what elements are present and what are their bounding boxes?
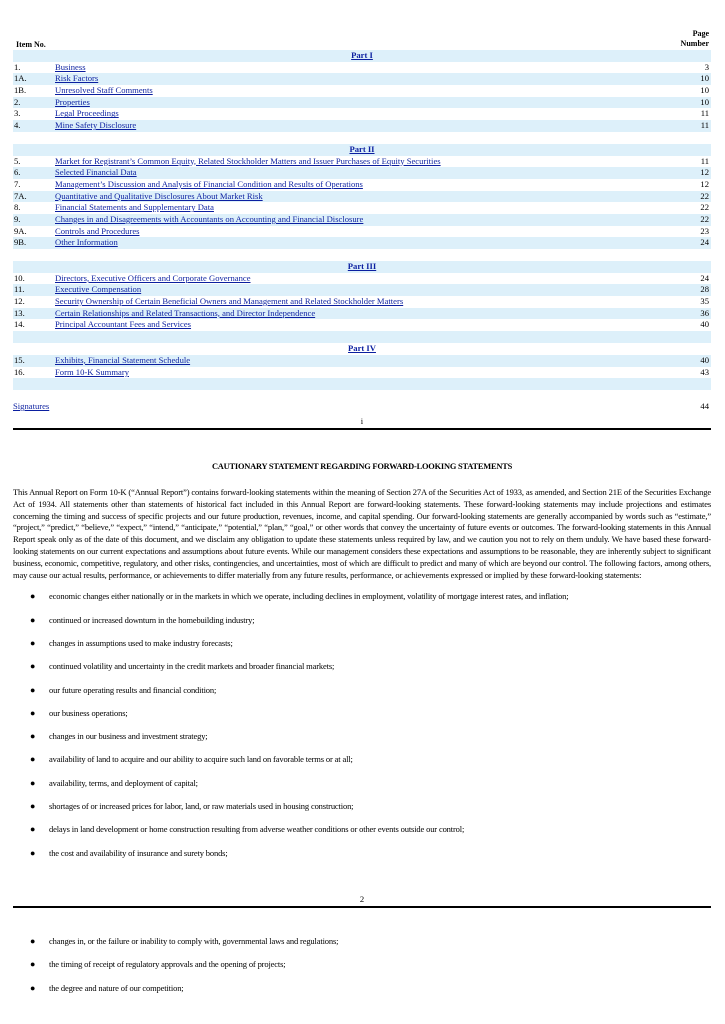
toc-item-number: 8. — [14, 202, 21, 213]
list-item — [13, 591, 711, 614]
risk-factor-list-continued — [13, 936, 711, 1006]
toc-part-link[interactable]: Part IV — [348, 343, 376, 354]
toc-spacer — [13, 132, 711, 144]
bullet-icon: ● — [30, 754, 36, 765]
toc-item-number: 12. — [14, 296, 25, 307]
list-item — [13, 754, 711, 777]
list-item-text: continued or increased downturn in the homebuilding industry; — [49, 614, 255, 625]
toc-row — [13, 367, 711, 379]
list-item-text: the timing of receipt of regulatory approvals and the opening of projects; — [49, 959, 286, 970]
list-item-text: economic changes either nationally or in the markets in which we operate, including declines in employment, volatility of mortgage interest rates, and inflation; — [49, 591, 569, 602]
bullet-icon: ● — [30, 684, 36, 695]
toc-item-page: 24 — [700, 272, 709, 283]
list-item — [13, 824, 711, 847]
toc-item-page: 22 — [700, 190, 709, 201]
toc-row — [13, 108, 711, 120]
toc-item-number: 3. — [14, 108, 21, 119]
toc-item-number: 6. — [14, 167, 21, 178]
toc-item-number: 10. — [14, 272, 25, 283]
toc-item-number: 13. — [14, 307, 25, 318]
toc-item-link[interactable]: Principal Accountant Fees and Services — [55, 319, 192, 330]
toc-item-page: 11 — [700, 155, 709, 166]
page-number-i: i — [360, 416, 364, 426]
list-item — [13, 959, 711, 982]
list-item-text: shortages of or increased prices for labor, land, or raw materials used in housing construction; — [49, 801, 354, 812]
toc-item-page: 35 — [700, 296, 709, 307]
continued-section — [13, 936, 711, 1006]
table-of-contents — [13, 28, 711, 412]
toc-item-page: 36 — [700, 307, 709, 318]
list-item — [13, 778, 711, 801]
list-item-text: availability of land to acquire and our ability to acquire such land on favorable terms or at all; — [49, 754, 353, 765]
toc-item-page: 12 — [700, 178, 709, 189]
toc-item-link[interactable]: Properties — [55, 96, 90, 107]
toc-item-number: 5. — [14, 155, 21, 166]
toc-item-link[interactable]: Management’s Discussion and Analysis of Financial Condition and Results of Operations — [55, 178, 363, 189]
list-item — [13, 708, 711, 731]
toc-item-page: 28 — [700, 284, 709, 295]
toc-part-link[interactable]: Part II — [349, 143, 375, 154]
toc-part-heading — [13, 50, 711, 62]
list-item-text: changes in assumptions used to make industry forecasts; — [49, 637, 233, 648]
toc-row — [13, 202, 711, 214]
toc-row — [13, 214, 711, 226]
toc-header — [13, 28, 711, 50]
toc-part-link[interactable]: Part I — [351, 50, 373, 60]
toc-item-number: 1. — [14, 61, 21, 72]
cautionary-paragraph: This Annual Report on Form 10-K (“Annual Report”) contains forward-looking statements within the meaning of Section 27A of the Securities Act of 1933, as amended, and Section 21E of the Securities Exchange Act of 1934. All statements other than statements of historical fact included in this Annual Report are forward-looking statements. These forward-looking statements may include projections and estimates concerning the timing and success of specific projects and our future production, revenues, income, and capital spending. Our forward-looking statements are generally accompanied by words such as “estimate,” “project,” “predict,” “believe,” “expect,” “intend,” “anticipate,” “potential,” “plan,” “goal,” or other words that convey the uncertainty of future events or outcomes. The forward-looking statements in this Annual Report speak only as of the date of this document, and we disclaim any obligation to update these statements unless required by law, and we caution you not to rely on them unduly. We have based these forward-looking statements on our current expectations and assumptions about future events. While our management considers these expectations and assumptions to be reasonable, they are inherently subject to significant business, economic, competitive, regulatory, and other risks, contingencies, and uncertainties, most of which are difficult to predict and many of which are beyond our control. The following factors, among others, may cause our actual results, performance, or achievements to differ materially from any future results, performance, or achievements expressed or implied by these forward-looking statements: — [13, 487, 711, 580]
list-item-text: delays in land development or home construction resulting from adverse weather conditions or other events outside our control; — [49, 824, 465, 835]
bullet-icon: ● — [30, 982, 36, 993]
toc-row — [13, 237, 711, 249]
toc-row — [13, 167, 711, 179]
list-item-text: our future operating results and financial condition; — [49, 684, 217, 695]
bullet-icon: ● — [30, 777, 36, 788]
col-page-header — [681, 29, 709, 49]
toc-spacer — [13, 331, 711, 343]
list-item — [13, 801, 711, 824]
col-page-header-line2: Number — [680, 39, 709, 48]
bullet-icon: ● — [30, 637, 36, 648]
toc-spacer — [13, 378, 711, 390]
toc-item-link[interactable]: Certain Relationships and Related Transactions, and Director Independence — [55, 307, 316, 318]
toc-item-link[interactable]: Executive Compensation — [55, 284, 142, 295]
toc-item-number: 11. — [14, 284, 25, 295]
toc-row — [13, 226, 711, 238]
toc-row — [13, 97, 711, 109]
toc-item-link[interactable]: Quantitative and Qualitative Disclosures About Market Risk — [55, 190, 263, 201]
toc-row — [13, 191, 711, 203]
toc-item-number: 7. — [14, 178, 21, 189]
toc-item-page: 11 — [700, 120, 709, 131]
toc-row — [13, 73, 711, 85]
list-item-text: continued volatility and uncertainty in the credit markets and broader financial markets; — [49, 661, 335, 672]
toc-item-page: 43 — [700, 366, 709, 377]
toc-row — [13, 296, 711, 308]
toc-row — [13, 179, 711, 191]
toc-item-page: 22 — [700, 202, 709, 213]
toc-item-page: 11 — [700, 108, 709, 119]
toc-row — [13, 355, 711, 367]
list-item-text: the degree and nature of our competition; — [49, 982, 184, 993]
toc-part-heading — [13, 144, 711, 156]
toc-item-link[interactable]: Market for Registrant’s Common Equity, Related Stockholder Matters and Issuer Purchases of Equity Securities — [55, 155, 441, 166]
list-item — [13, 638, 711, 661]
list-item — [13, 661, 711, 684]
toc-item-page: 22 — [700, 213, 709, 224]
toc-item-number: 16. — [14, 366, 25, 377]
toc-item-link[interactable]: Exhibits, Financial Statement Schedule — [55, 354, 191, 365]
toc-item-link[interactable]: Controls and Procedures — [55, 225, 140, 236]
toc-item-page: 24 — [700, 237, 709, 248]
list-item — [13, 615, 711, 638]
list-item-text: availability, terms, and deployment of capital; — [49, 777, 198, 788]
col-item-header: Item No. — [16, 40, 46, 49]
toc-item-link[interactable]: Financial Statements and Supplementary Data — [55, 202, 214, 213]
toc-item-page: 12 — [700, 167, 709, 178]
toc-item-number: 4. — [14, 120, 21, 131]
toc-item-link[interactable]: Mine Safety Disclosure — [55, 120, 137, 131]
bullet-icon: ● — [30, 824, 36, 835]
toc-item-link[interactable]: Directors, Executive Officers and Corporate Governance — [55, 272, 251, 283]
bullet-icon: ● — [30, 801, 36, 812]
col-page-header-line1: Page — [692, 29, 709, 38]
toc-item-number: 15. — [14, 354, 25, 365]
toc-item-number: 9B. — [14, 237, 27, 248]
toc-item-page: 23 — [700, 225, 709, 236]
list-item — [13, 848, 711, 871]
list-item — [13, 983, 711, 1006]
toc-item-page: 40 — [700, 319, 709, 330]
toc-row — [13, 273, 711, 285]
toc-item-page: 10 — [700, 85, 709, 96]
list-item — [13, 685, 711, 708]
list-item-text: the cost and availability of insurance and surety bonds; — [49, 847, 228, 858]
toc-row — [13, 120, 711, 132]
toc-item-link[interactable]: Selected Financial Data — [55, 167, 137, 178]
list-item-text: changes in our business and investment strategy; — [49, 731, 208, 742]
toc-item-link[interactable]: Security Ownership of Certain Beneficial Owners and Management and Related Stockholder Matters — [55, 296, 404, 307]
toc-row — [13, 308, 711, 320]
toc-row — [13, 85, 711, 97]
bullet-icon: ● — [30, 661, 36, 672]
bullet-icon: ● — [30, 614, 36, 625]
toc-item-link[interactable]: Risk Factors — [55, 73, 99, 84]
cautionary-statement — [13, 462, 711, 871]
toc-item-page: 10 — [700, 73, 709, 84]
list-item-text: changes in, or the failure or inability to comply with, governmental laws and regulations; — [49, 936, 339, 946]
bullet-icon: ● — [30, 731, 36, 742]
bullet-icon: ● — [30, 707, 36, 718]
toc-signatures-page: 44 — [700, 401, 709, 412]
toc-row — [13, 62, 711, 74]
toc-item-number: 1B. — [14, 85, 27, 96]
list-item — [13, 936, 711, 959]
toc-item-page: 10 — [700, 96, 709, 107]
toc-item-number: 14. — [14, 319, 25, 330]
toc-item-number: 7A. — [14, 190, 27, 201]
toc-row — [13, 319, 711, 331]
toc-part-heading — [13, 343, 711, 355]
toc-item-link[interactable]: Form 10-K Summary — [55, 366, 129, 377]
toc-item-page: 3 — [704, 61, 709, 72]
toc-body — [13, 50, 711, 390]
toc-row — [13, 156, 711, 168]
toc-item-link[interactable]: Changes in and Disagreements with Accountants on Accounting and Financial Disclosure — [55, 213, 364, 224]
page-break-rule — [13, 428, 711, 430]
bullet-icon: ● — [30, 847, 36, 858]
toc-item-link[interactable]: Unresolved Staff Comments — [55, 85, 153, 96]
list-item — [13, 731, 711, 754]
toc-part-heading — [13, 261, 711, 273]
page-number-2: 2 — [359, 894, 365, 904]
toc-item-link[interactable]: Business — [55, 61, 86, 72]
toc-item-number: 2. — [14, 96, 21, 107]
bullet-icon: ● — [30, 591, 36, 602]
toc-item-link[interactable]: Legal Proceedings — [55, 108, 119, 119]
toc-item-number: 9A. — [14, 225, 27, 236]
toc-link-signatures[interactable]: Signatures — [13, 401, 50, 412]
toc-item-number: 9. — [14, 213, 21, 224]
cautionary-heading: CAUTIONARY STATEMENT REGARDING FORWARD-LOOKING STATEMENTS — [211, 462, 513, 471]
toc-row — [13, 284, 711, 296]
toc-spacer — [13, 249, 711, 261]
toc-signatures-row — [13, 400, 711, 412]
bullet-icon: ● — [30, 959, 36, 970]
toc-item-link[interactable]: Other Information — [55, 237, 118, 248]
page-break-rule — [13, 906, 711, 908]
toc-item-page: 40 — [700, 354, 709, 365]
toc-part-link[interactable]: Part III — [347, 261, 377, 271]
toc-item-number: 1A. — [14, 73, 27, 84]
list-item-text: our business operations; — [49, 707, 128, 718]
bullet-icon: ● — [30, 936, 36, 946]
risk-factor-list — [13, 591, 711, 871]
